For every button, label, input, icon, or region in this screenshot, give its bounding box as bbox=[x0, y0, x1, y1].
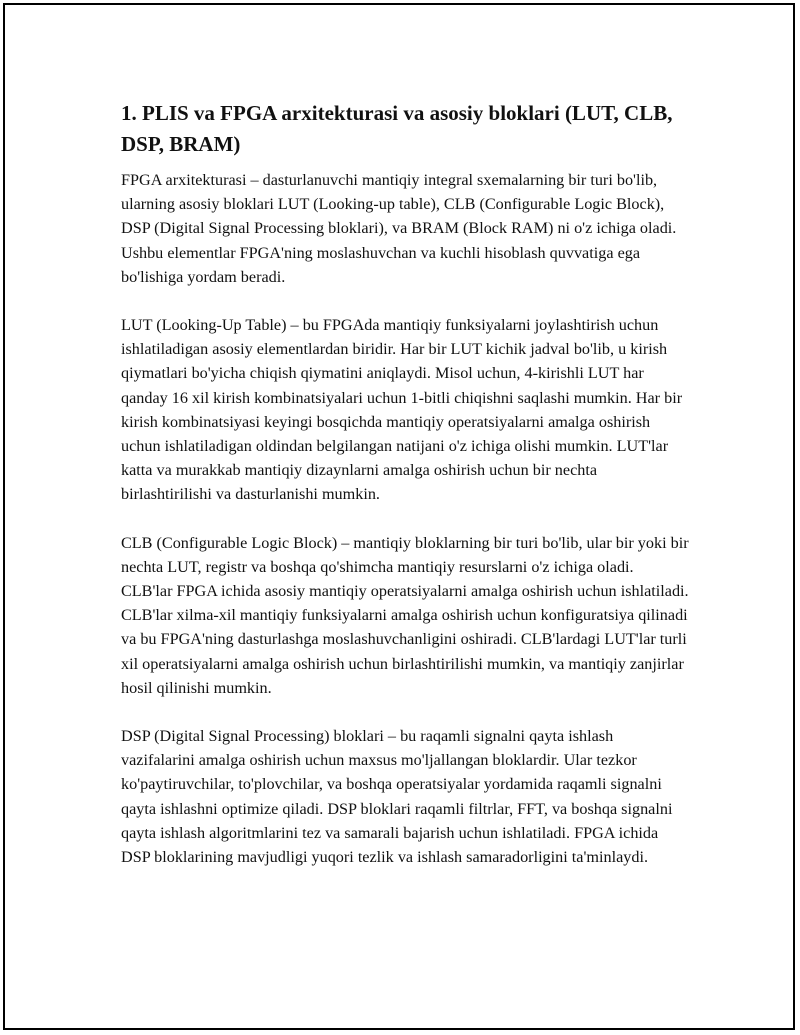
paragraph-lut: LUT (Looking-Up Table) – bu FPGAda mantiqiy funksiyalarni joylashtirish uchun ishlatiladigan asosiy elementlardan biridir. Har bir LUT kichik jadval bo'lib, u kirish qiymatlari bo'yicha chiqish qiymatini aniqlaydi. Misol uchun, 4-kirishli LUT har qanday 16 xil kirish kombinatsiyalari uchun 1-bitli chiqishni saqlashi mumkin. Har bir kirish kombinatsiyasi keyingi bosqichda mantiqiy operatsiyalarni amalga oshirish uchun ishlatiladigan oldindan belgilangan natijani o'z ichiga olishi mumkin. LUT'lar katta va murakkab mantiqiy dizaynlarni amalga oshirish uchun bir nechta birlashtirilishi va dasturlanishi mumkin. bbox=[121, 316, 683, 504]
section-heading: 1. PLIS va FPGA arxitekturasi va asosiy bloklari (LUT, CLB, DSP, BRAM) bbox=[121, 101, 673, 156]
paragraph-fpga-architecture: FPGA arxitekturasi – dasturlanuvchi mantiqiy integral sxemalarning bir turi bo'lib, ularning asosiy bloklari LUT (Looking-up table), CLB (Configurable Logic Block), DSP (Digital Signal Processing bloklari), va BRAM (Block RAM) ni o'z ichiga oladi. Ushbu elementlar FPGA'ning moslashuvchan va kuchli hisoblash quvvatiga ega bo'lishiga yordam beradi. bbox=[121, 171, 677, 286]
paragraph-clb: CLB (Configurable Logic Block) – mantiqiy bloklarning bir turi bo'lib, ular bir yoki bir nechta LUT, registr va boshqa qo'shimcha mantiqiy resurslarni o'z ichiga oladi. CLB'lar FPGA ichida asosiy mantiqiy operatsiyalarni amalga oshirish uchun ishlatiladi. CLB'lar xilma-xil mantiqiy funksiyalarni amalga oshirish uchun konfiguratsiya qilinadi va bu FPGA'ning dasturlashga moslashuvchanligini oshiradi. CLB'lardagi LUT'lar turli xil operatsiyalarni amalga oshirish uchun birlashtirilishi mumkin, va mantiqiy zanjirlar hosil qilinishi mumkin. bbox=[121, 533, 689, 697]
page-frame bbox=[3, 3, 795, 1030]
document-body bbox=[121, 98, 689, 893]
paragraph-dsp: DSP (Digital Signal Processing) bloklari – bu raqamli signalni qayta ishlash vazifalarini amalga oshirish uchun maxsus mo'ljallangan bloklardir. Ular tezkor ko'paytiruvchilar, to'plovchilar, va boshqa operatsiyalar yordamida raqamli signalni qayta ishlashni optimize qiladi. DSP bloklari raqamli filtrlar, FFT, va boshqa signalni qayta ishlash algoritmlarini tez va samarali bajarish uchun ishlatiladi. FPGA ichida DSP bloklarining mavjudligi yuqori tezlik va ishlash samaradorligini ta'minlaydi. bbox=[121, 727, 673, 867]
